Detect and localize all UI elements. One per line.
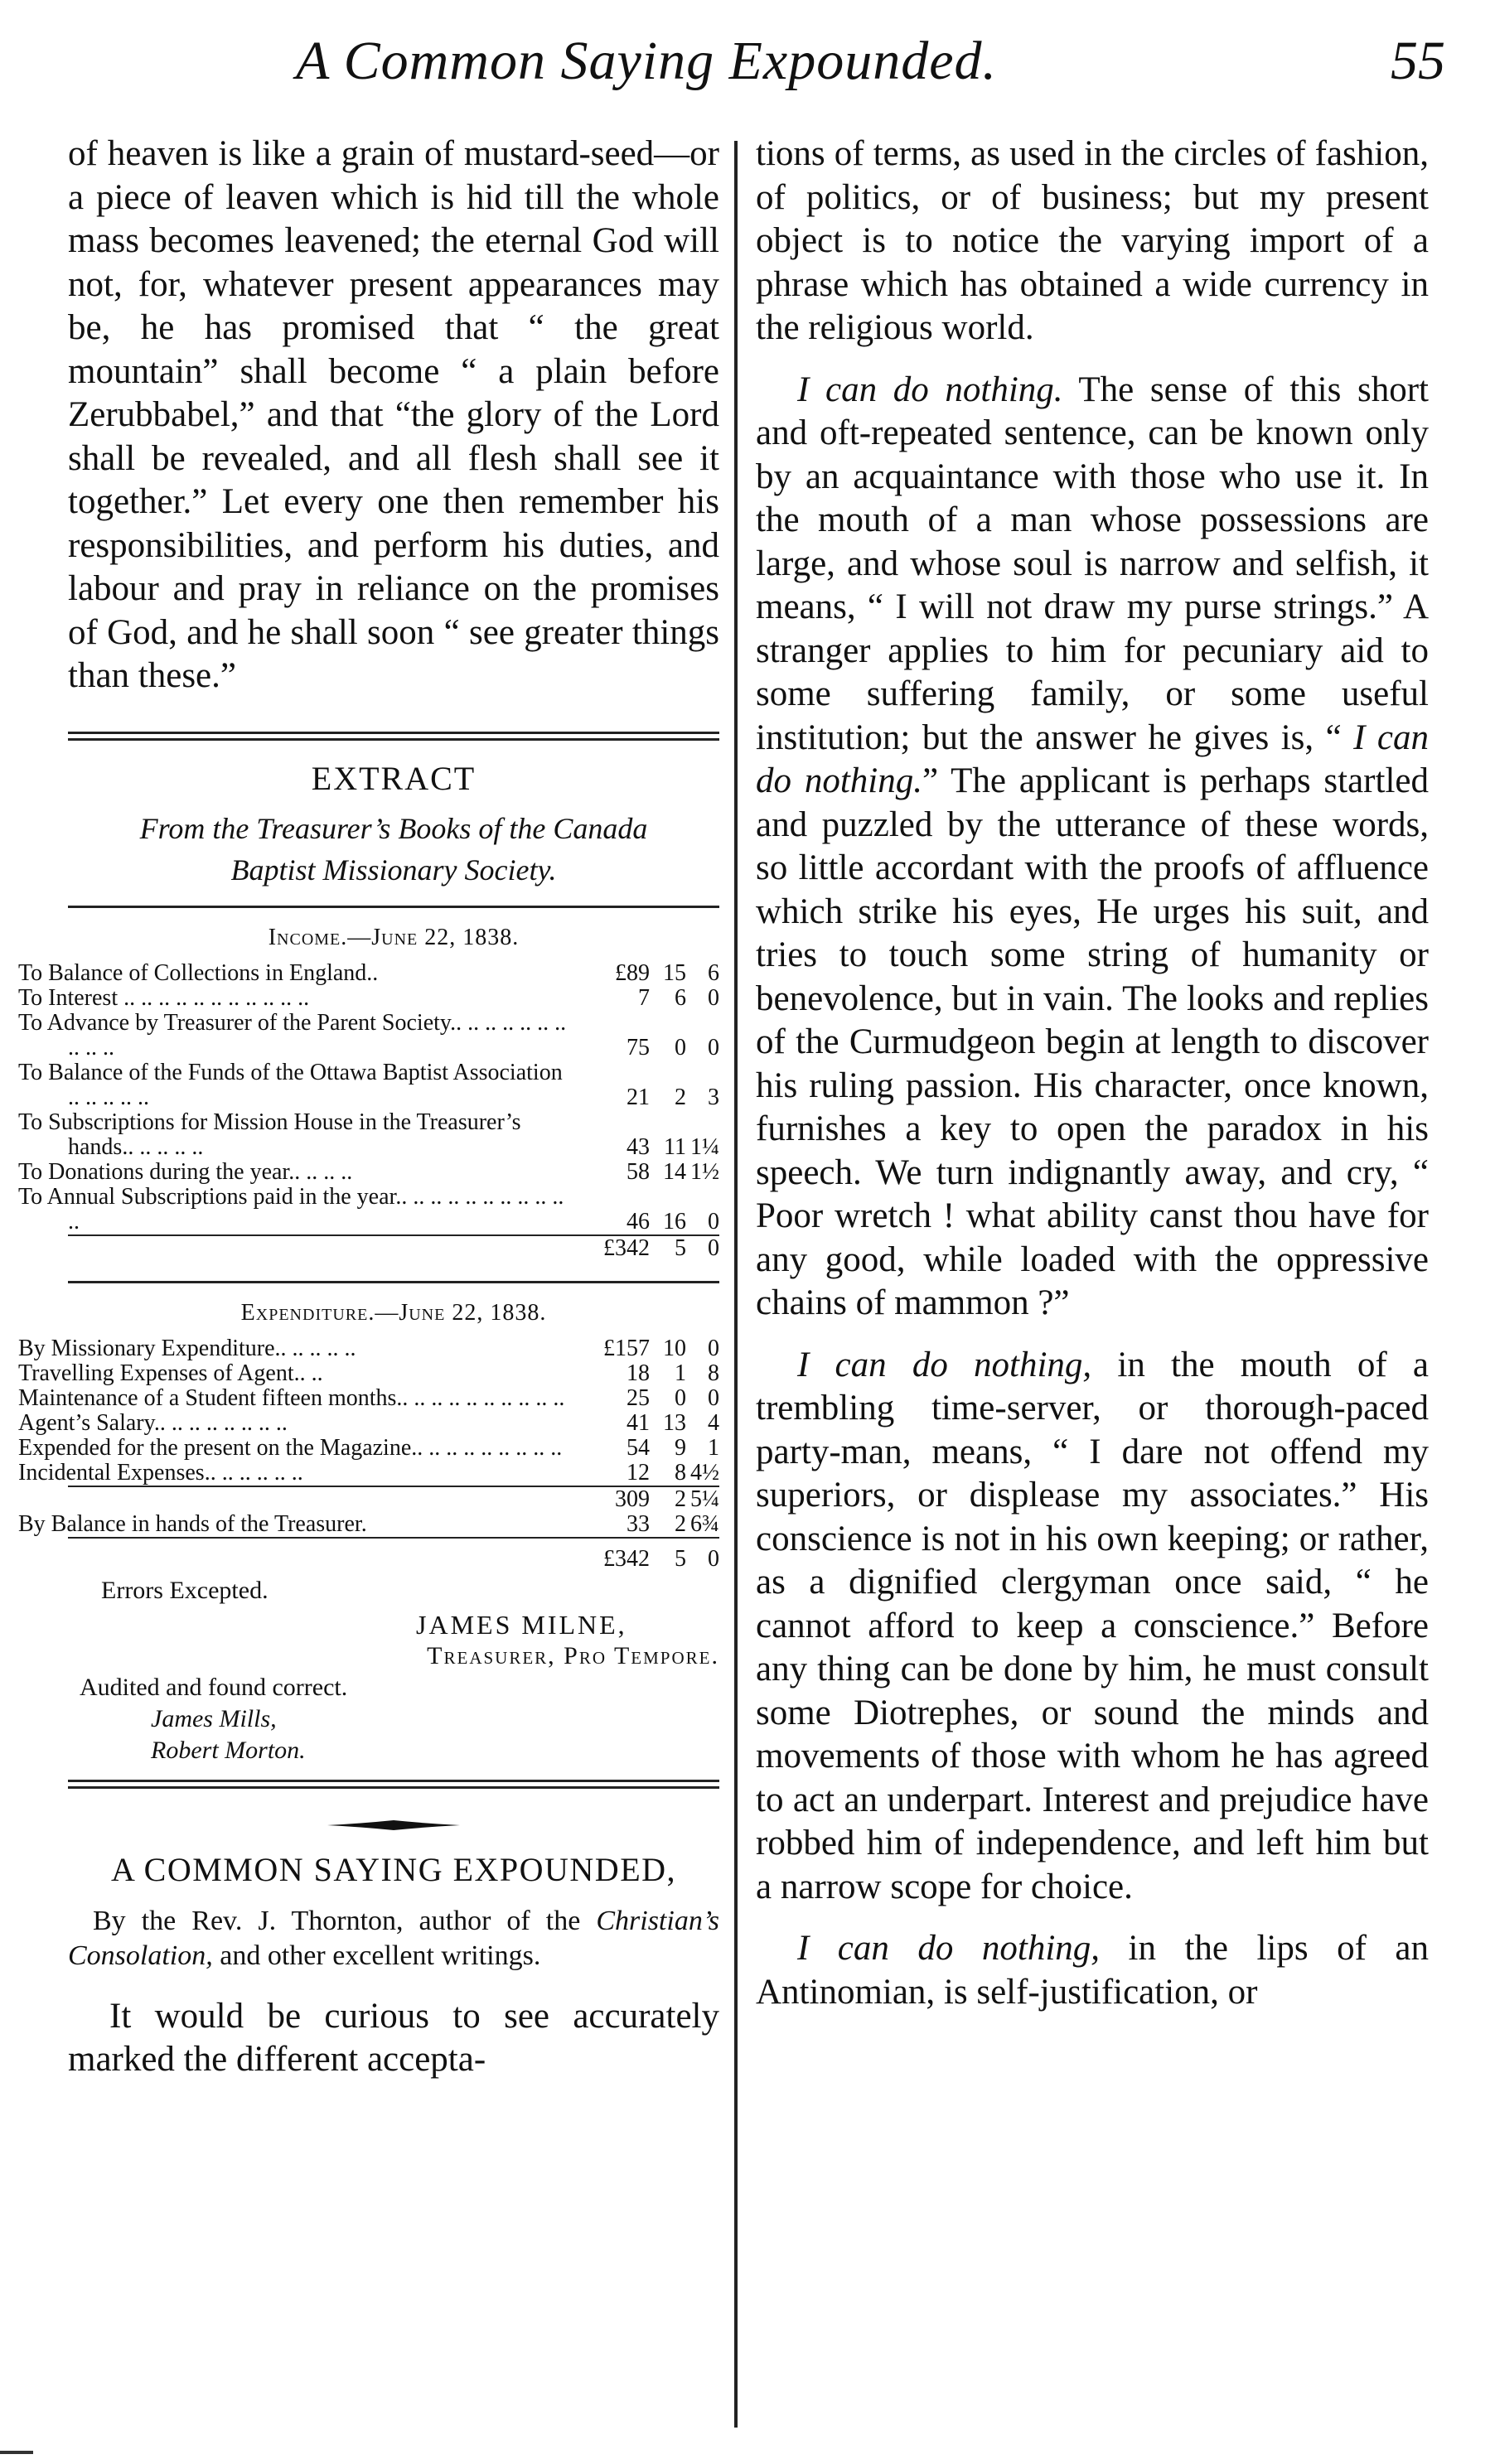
page-header: [0, 30, 1495, 121]
row-shillings: 15: [663, 959, 686, 986]
row-pence: 1½: [690, 1158, 719, 1185]
extract-title: EXTRACT: [311, 759, 477, 797]
total-pounds: £342: [578, 1235, 650, 1261]
row-pounds: £157: [603, 1335, 650, 1361]
row-pounds: 46: [627, 1208, 650, 1234]
row-description: Incidental Expenses.. .. .. .. .. ..: [18, 1459, 303, 1486]
row-pounds: £89: [615, 959, 650, 986]
row-shillings: 8: [675, 1459, 686, 1486]
extract-subtitle-line1: From the Treasurer’s Books of the Canada: [139, 811, 648, 845]
row-description: Expended for the present on the Magazine.. .. .. .. .. .. .. .. ..: [18, 1434, 563, 1461]
row-pounds: 43: [627, 1133, 650, 1160]
p3-lead: I can do nothing,: [797, 1929, 1101, 1968]
errors-excepted: Errors Excepted.: [101, 1576, 269, 1604]
ornament-divider: [68, 1819, 719, 1832]
row-shillings: 6: [675, 984, 686, 1011]
table-row: [68, 1060, 719, 1110]
row-pence: 3: [708, 1084, 719, 1110]
row-shillings: 0: [675, 1384, 686, 1411]
row-pence: 0: [708, 1208, 719, 1234]
row-pounds: 25: [627, 1384, 650, 1411]
row-description: To Advance by Treasurer of the Parent Society.. .. .. .. .. .. .. .. .. ..: [18, 1009, 567, 1060]
row-pounds: 54: [627, 1434, 650, 1461]
continuation-paragraph: tions of terms, as used in the circles of fashion, of politics, or of business; but my present object is to notice the varying import of a phrase which has obtained a wide currency in the religious world.: [756, 134, 1429, 347]
audit-note: Audited and found correct.: [80, 1673, 348, 1701]
income-total-row: [68, 1235, 719, 1261]
row-shillings: 2: [675, 1084, 686, 1110]
byline-suffix: and other excellent writings.: [220, 1940, 541, 1971]
balance-pence: 6¾: [690, 1510, 719, 1537]
row-description: Agent’s Salary.. .. .. .. .. .. .. ..: [18, 1409, 288, 1436]
auditor-1: James Mills,: [151, 1704, 277, 1732]
p1-tail: ” The applicant is perhaps startled and puzzled by the utterance of these words, so little accordant with the proofs of affluence which strike his eyes, He urges his suit, and tries to touch some string of humanity or benevolence, but in vain. The looks and replies of the Curmudgeon begin at length to discover his ruling passion. His character, once known, furnishes a key to open the paradox in his speech. We turn indignantly away, and cry, “ Poor wretch ! what ability canst thou have for any good, while loaded with the oppressive chains of mammon ?”: [756, 761, 1429, 1322]
exp-total-shillings: 5: [650, 1538, 686, 1572]
extract-subtitle: [68, 808, 719, 891]
double-rule: [68, 732, 719, 741]
paragraph-1: [756, 369, 1429, 1326]
row-description: To Balance of Collections in England..: [18, 959, 379, 986]
row-pence: 8: [708, 1360, 719, 1386]
table-row: [68, 1386, 719, 1411]
subtotal-pounds: 309: [578, 1486, 650, 1512]
article-opening: It would be curious to see accurately marked the different accepta-: [68, 1996, 719, 2079]
article-heading: A COMMON SAYING EXPOUNDED,: [110, 1850, 677, 1888]
balance-shillings: 2: [675, 1510, 686, 1537]
row-shillings: 16: [663, 1208, 686, 1234]
rule: [68, 906, 719, 908]
expenditure-heading: Expenditure.—June 22, 1838.: [240, 1299, 547, 1326]
byline-work: Christian’s Consolation,: [68, 1905, 719, 1971]
row-pounds: 41: [627, 1409, 650, 1436]
expenditure-subtotal-row: [68, 1486, 719, 1512]
row-shillings: 14: [663, 1158, 686, 1185]
row-pounds: 18: [627, 1360, 650, 1386]
row-description: To Balance of the Funds of the Ottawa Baptist Association .. .. .. .. ..: [18, 1059, 563, 1110]
double-rule: [68, 1780, 719, 1789]
row-description: Maintenance of a Student fifteen months.. .. .. .. .. .. .. .. .. ..: [18, 1384, 565, 1411]
page-number: 55: [1391, 31, 1445, 91]
row-shillings: 13: [663, 1409, 686, 1436]
table-row: [68, 1411, 719, 1436]
row-shillings: 11: [664, 1133, 686, 1160]
rule: [68, 1281, 719, 1283]
row-pence: 4: [708, 1409, 719, 1436]
table-row: [68, 1336, 719, 1361]
right-column: [756, 133, 1429, 2014]
expenditure-table: [18, 1335, 719, 1572]
row-description: Travelling Expenses of Agent.. ..: [18, 1360, 323, 1386]
subtotal-shillings: 2: [650, 1486, 686, 1512]
row-pounds: 7: [638, 984, 650, 1011]
signatory-name: JAMES MILNE,: [416, 1609, 627, 1640]
subtotal-pence: 5¼: [686, 1486, 719, 1512]
row-pence: 4½: [690, 1459, 719, 1486]
row-description: To Donations during the year.. .. .. ..: [18, 1158, 353, 1185]
running-title: A Common Saying Expounded.: [295, 31, 997, 91]
total-shillings: 5: [650, 1235, 686, 1261]
total-pence: 0: [686, 1235, 719, 1261]
row-shillings: 0: [675, 1034, 686, 1060]
income-heading: Income.—June 22, 1838.: [268, 924, 520, 950]
exp-total-pounds: £342: [578, 1538, 650, 1572]
article-byline: [68, 1904, 719, 1974]
opening-paragraph: of heaven is like a grain of mustard-seed—or a piece of leaven which is hid till the whole mass becomes leavened; the eternal God will not, for, whatever present appearances may be, he has promised that “ the great mountain” shall become “ a plain before Zerubbabel,” and that “the glory of the Lord shall be revealed, and all flesh shall see it together.” Let every one then remember his responsibilities, and perform his duties, and labour and pray in reliance on the promises of God, and he shall soon “ see greater things than these.”: [68, 134, 719, 695]
table-row: [68, 1436, 719, 1461]
table-row: [68, 1361, 719, 1386]
table-row: [68, 1160, 719, 1185]
table-row: [68, 1011, 719, 1060]
byline-prefix: By the Rev. J. Thornton, author of the: [93, 1905, 581, 1936]
row-pounds: 12: [627, 1459, 650, 1486]
table-row: [68, 961, 719, 986]
row-pounds: 58: [627, 1158, 650, 1185]
balance-row: [68, 1512, 719, 1538]
income-table: [18, 959, 719, 1261]
row-pence: 0: [708, 1335, 719, 1361]
row-shillings: 10: [663, 1335, 686, 1361]
row-description: By Missionary Expenditure.. .. .. .. ..: [18, 1335, 356, 1361]
table-row: [68, 1185, 719, 1235]
row-shillings: 1: [675, 1360, 686, 1386]
row-pence: 1: [708, 1434, 719, 1461]
exp-total-pence: 0: [686, 1538, 719, 1572]
ornament-icon: [327, 1819, 460, 1832]
row-pence: 0: [708, 984, 719, 1011]
row-description: To Interest .. .. .. .. .. .. .. .. .. .. ..: [18, 984, 310, 1011]
row-pence: 6: [708, 959, 719, 986]
row-shillings: 9: [675, 1434, 686, 1461]
expenditure-total-row: [68, 1538, 719, 1572]
p1-lead: I can do nothing.: [797, 370, 1063, 409]
row-pounds: 75: [627, 1034, 650, 1060]
balance-label: By Balance in hands of the Treasurer.: [18, 1510, 367, 1537]
p2-body: in the mouth of a trembling time-server, or thorough-paced party-man, means, “ I dare not offend my superiors, or displease my associates.” His conscience is not in his own keeping; or rather, as a dignified clergyman once said, “ he cannot afford to keep a conscience.” Before any thing can be done by him, he must consult some Diotrephes, or sound the minds and movements of those with whom he has agreed to act an underpart. Interest and prejudice have robbed him of independence, and left him but a narrow scope for choice.: [756, 1345, 1429, 1906]
extract-subtitle-line2: Baptist Missionary Society.: [230, 853, 557, 887]
auditor-2: Robert Morton.: [151, 1736, 306, 1764]
paragraph-3: [756, 1927, 1429, 2014]
p3-body: in the lips of an Antinomian, is self-justification, or: [756, 1929, 1429, 2012]
column-divider: [734, 141, 738, 2428]
row-pence: 0: [708, 1384, 719, 1411]
row-pence: 0: [708, 1034, 719, 1060]
row-description: To Annual Subscriptions paid in the year.. .. .. .. .. .. .. .. .. .. ..: [18, 1183, 564, 1234]
left-column: [18, 133, 719, 2082]
signatory-title: Treasurer, Pro Tempore.: [427, 1641, 719, 1669]
row-pounds: 21: [627, 1084, 650, 1110]
page-edge-mark: [0, 2451, 33, 2454]
balance-pounds: 33: [627, 1510, 650, 1537]
paragraph-2: [756, 1344, 1429, 1910]
total-label: [68, 1235, 578, 1261]
p2-lead: I can do nothing,: [797, 1345, 1092, 1384]
table-row: [68, 1110, 719, 1160]
table-row: [68, 1461, 719, 1486]
table-row: [68, 986, 719, 1011]
row-description: To Subscriptions for Mission House in the Treasurer’s hands.. .. .. .. ..: [18, 1109, 521, 1160]
p1-body: The sense of this short and oft-repeated sentence, can be known only by an acquaintance with those who use it. In the mouth of a man whose possessions are large, and whose soul is narrow and selfish, it means, “ I will not draw my purse strings.” A stranger applies to him for pecuniary aid to some suffering family, or some useful institution; but the answer he gives is, “: [756, 370, 1429, 757]
p1-quote: I can do nothing.: [756, 717, 1429, 800]
row-pence: 1¼: [690, 1133, 719, 1160]
